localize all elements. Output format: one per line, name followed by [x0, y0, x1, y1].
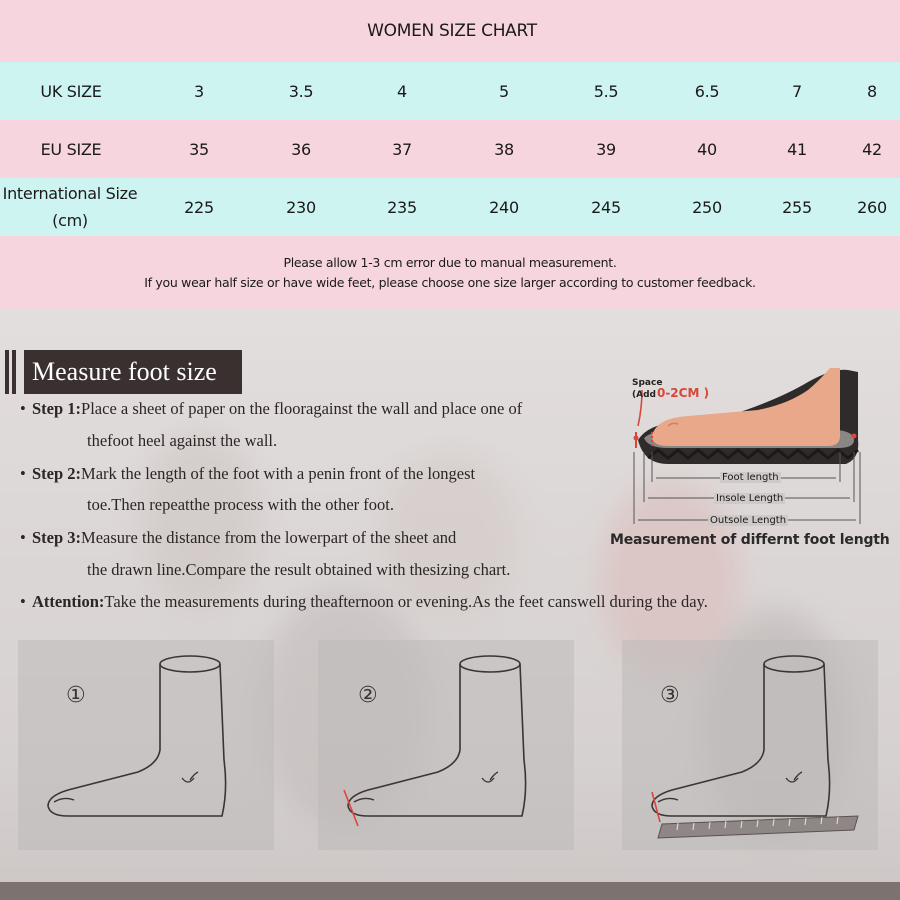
heading-bars-decoration	[2, 350, 24, 394]
chart-note-half-size: If you wear half size or have wide feet, please choose one size larger according to customer feedback.	[144, 275, 756, 290]
step-1-text-cont: thefoot heel against the wall.	[87, 431, 278, 450]
step-2-label: Step 2:	[32, 464, 82, 483]
eu-size-cell: 38	[494, 139, 514, 159]
ruler	[658, 816, 858, 838]
measure-section	[0, 310, 900, 900]
panel-2-number: ②	[358, 683, 378, 708]
international-size-cell: 260	[857, 197, 887, 217]
foot-outline-illustration	[18, 640, 274, 850]
size-chart	[0, 0, 900, 310]
step-1-label: Step 1:	[32, 399, 82, 418]
international-size-cell: 250	[692, 197, 722, 217]
uk-size-cell: 5.5	[593, 81, 619, 101]
attention-label: Attention:	[32, 592, 105, 611]
step-2-text: Mark the length of the foot with a penin front of the longest	[81, 464, 476, 483]
uk-size-cell: 5	[499, 81, 509, 101]
eu-size-row	[0, 120, 900, 178]
uk-size-cell: 3	[194, 81, 204, 101]
uk-size-cell: 6.5	[694, 81, 720, 101]
chart-title: WOMEN SIZE CHART	[367, 21, 537, 41]
add-label: (Add	[632, 390, 656, 400]
uk-size-cell: 3.5	[288, 81, 314, 101]
uk-size-row	[0, 62, 900, 120]
measure-heading	[2, 350, 242, 394]
space-label: Space	[632, 378, 663, 388]
attention-text: Take the measurements during theafternoon or evening.As the feet canswell during the day.	[104, 592, 708, 611]
foot-outline-illustration	[318, 640, 574, 850]
eu-size-cell: 41	[787, 139, 807, 159]
space-range: 0-2CM )	[656, 386, 710, 400]
international-size-label: International Size (cm)	[2, 184, 138, 230]
chart-note-error: Please allow 1-3 cm error due to manual measurement.	[283, 255, 617, 270]
uk-size-cell: 8	[867, 81, 877, 101]
panel-3-number: ③	[660, 683, 680, 708]
step-3-text-cont: the drawn line.Compare the result obtained with thesizing chart.	[87, 560, 511, 579]
bottom-band	[0, 882, 900, 900]
eu-size-cell: 42	[862, 139, 882, 159]
chart-notes	[0, 236, 900, 310]
foot-outline-illustration	[622, 640, 878, 850]
foot-length-diagram	[608, 360, 900, 560]
eu-size-cell: 39	[596, 139, 616, 159]
international-size-cell: 255	[782, 197, 812, 217]
international-size-cell: 240	[489, 197, 519, 217]
outsole-length-label: Outsole Length	[710, 515, 787, 526]
foot-panel-3	[622, 640, 878, 850]
attention-note: • Attention:Take the measurements during theafternoon or evening.As the feet canswell during the day.	[20, 592, 708, 611]
measure-heading-text: Measure foot size	[24, 350, 242, 394]
step-1: • Step 1:Place a sheet of paper on the flooragainst the wall and place one of	[20, 399, 523, 418]
international-size-row	[0, 178, 900, 236]
step-3-text: Measure the distance from the lowerpart of the sheet and	[81, 528, 457, 547]
step-1-text: Place a sheet of paper on the flooragainst the wall and place one of	[81, 399, 523, 418]
foot-length-label: Foot length	[722, 472, 779, 483]
eu-size-cell: 37	[392, 139, 412, 159]
insole-length-label: Insole Length	[716, 493, 784, 504]
eu-size-cell: 36	[291, 139, 311, 159]
step-3-label: Step 3:	[32, 528, 82, 547]
eu-size-cell: 35	[189, 139, 209, 159]
foot-panel-1	[18, 640, 274, 850]
international-size-cell: 225	[184, 197, 214, 217]
uk-size-label: UK SIZE	[40, 81, 102, 101]
international-size-cell: 230	[286, 197, 316, 217]
international-size-cell: 245	[591, 197, 621, 217]
chart-title-row	[0, 0, 900, 62]
diagram-caption: Measurement of differnt foot length	[610, 532, 890, 548]
step-3: • Step 3:Measure the distance from the lowerpart of the sheet and	[20, 528, 457, 547]
uk-size-cell: 4	[397, 81, 407, 101]
panel-1-number: ①	[66, 683, 86, 708]
step-2-text-cont: toe.Then repeatthe process with the other foot.	[87, 495, 394, 514]
space-label-group	[632, 378, 709, 400]
step-2: • Step 2:Mark the length of the foot with a penin front of the longest	[20, 464, 476, 483]
international-size-cell: 235	[387, 197, 417, 217]
foot-panel-2	[318, 640, 574, 850]
uk-size-cell: 7	[792, 81, 802, 101]
eu-size-label: EU SIZE	[40, 139, 102, 159]
eu-size-cell: 40	[697, 139, 717, 159]
